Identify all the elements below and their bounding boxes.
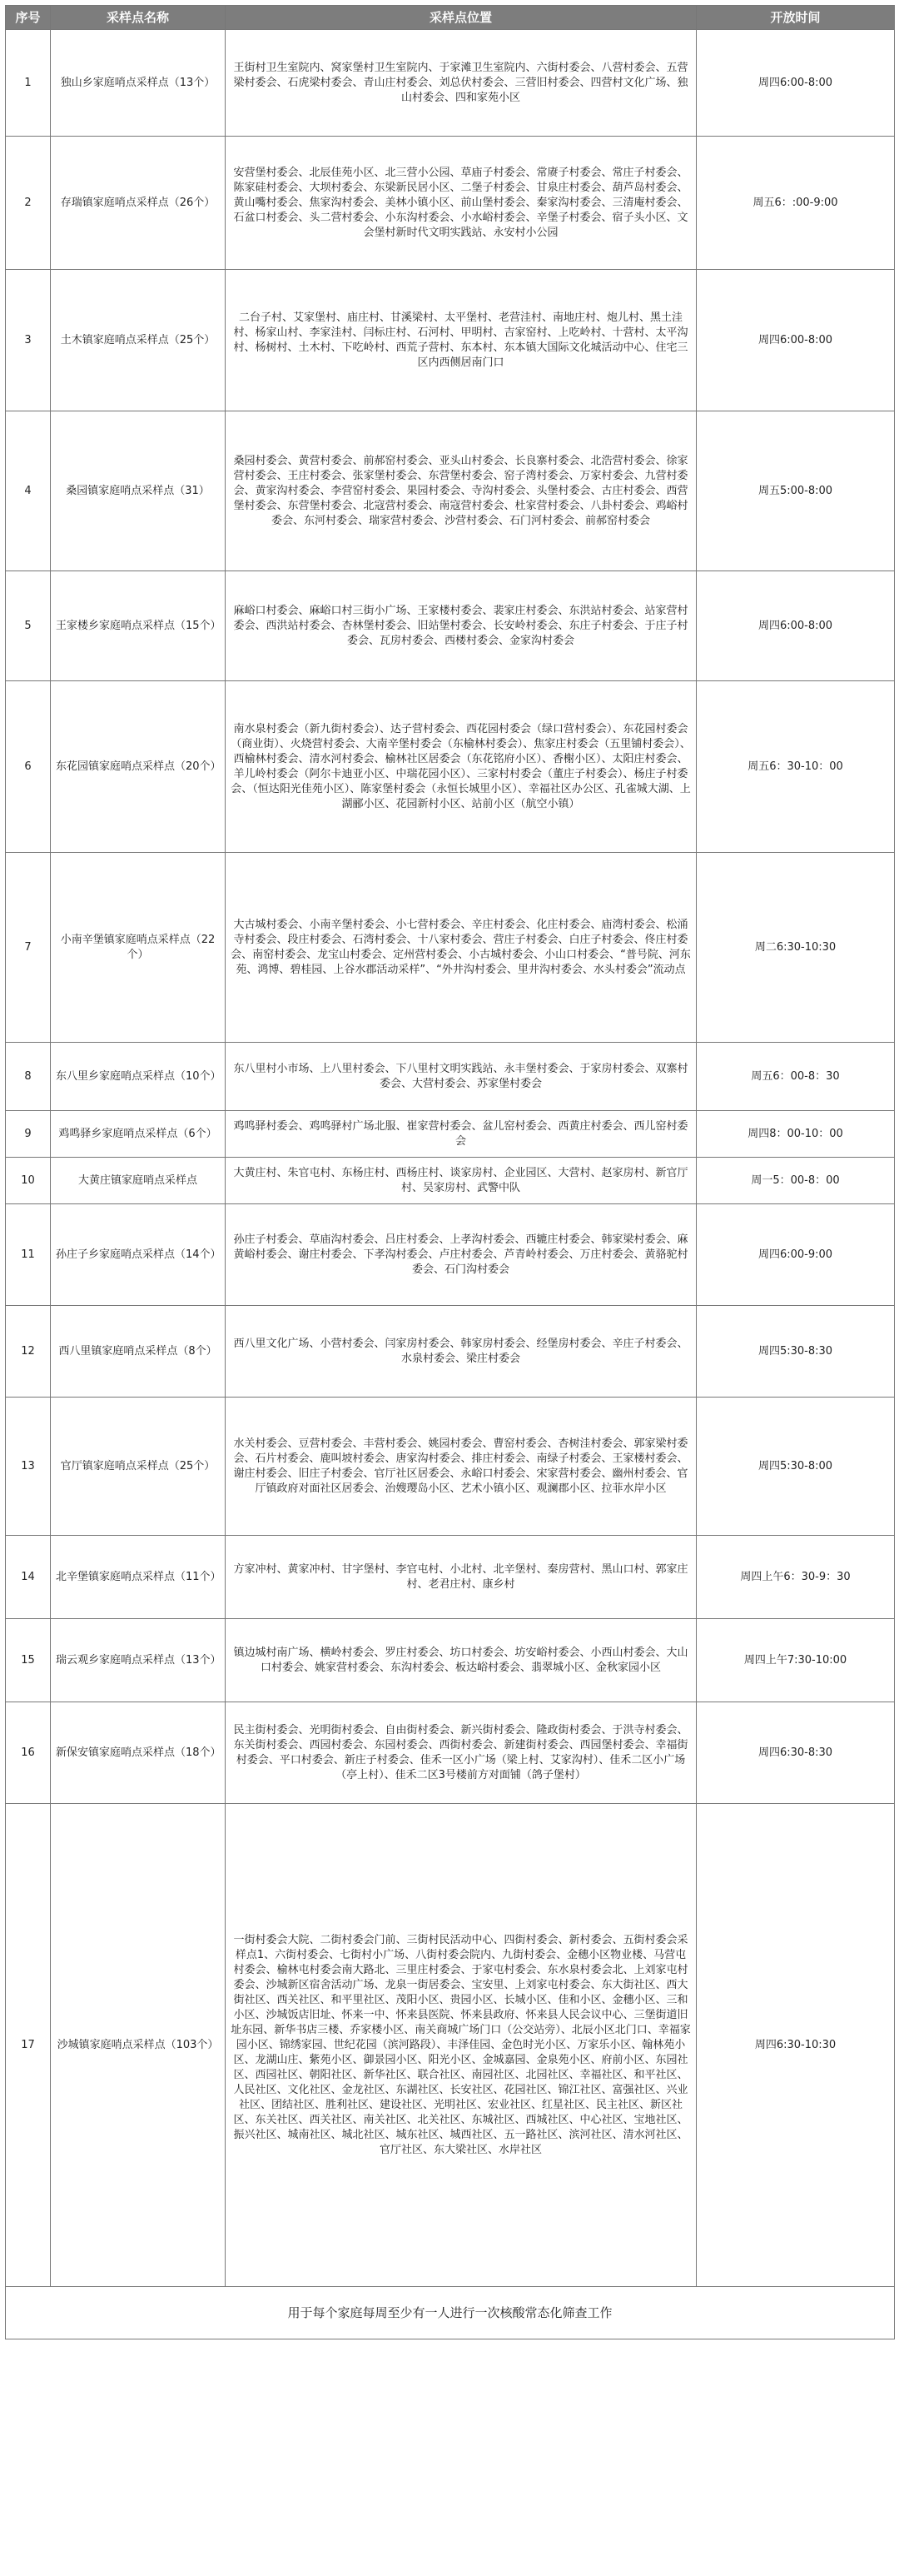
row-location: 王街村卫生室院内、窝家堡村卫生室院内、于家滩卫生室院内、六街村委会、八营村委会、五营梁村委会、石虎梁村委会、青山庄村委会、刘总伏村委会、三营旧村委会、四营村文化广场、独山村委会、四和家苑小区 bbox=[226, 30, 697, 137]
row-name: 独山乡家庭哨点采样点（13个） bbox=[51, 30, 226, 137]
row-location: 南水泉村委会（新九街村委会）、达子营村委会、西花园村委会（绿口营村委会）、东花园村委会（商业街）、火烧营村委会、大南辛堡村委会（东榆林村委会）、焦家庄村委会（五里铺村委会）、西榆林村委会、清水河村委会、榆林社区居委会（东花铭府小区）、香榭小区）、太阳庄村委会、羊儿岭村委会（阿尔卡迪亚小区、中瑞花园小区）、三家村村委会（董庄子村委会）、杨庄子村委会、（恒达阳光佳苑小区）、陈家堡村委会（永恒长城里小区）、幸福社区办公区、孔雀城大湖、上湖郦小区、花园新村小区、站前小区（航空小镇） bbox=[226, 681, 697, 853]
row-name: 沙城镇家庭哨点采样点（103个） bbox=[51, 1804, 226, 2287]
row-location: 西八里文化广场、小营村委会、闫家房村委会、韩家房村委会、经堡房村委会、辛庄子村委会、水泉村委会、梁庄村委会 bbox=[226, 1306, 697, 1398]
row-time: 周四上午7:30-10:00 bbox=[697, 1619, 895, 1702]
table-row bbox=[6, 853, 895, 1043]
table-row bbox=[6, 411, 895, 571]
row-time: 周四5:30-8:00 bbox=[697, 1398, 895, 1536]
row-name: 官厅镇家庭哨点采样点（25个） bbox=[51, 1398, 226, 1536]
table-row bbox=[6, 1619, 895, 1702]
row-name: 东八里乡家庭哨点采样点（10个） bbox=[51, 1043, 226, 1111]
row-location: 方家冲村、黄家冲村、甘字堡村、李官屯村、小北村、北辛堡村、秦房营村、黑山口村、郭家庄村、老君庄村、康乡村 bbox=[226, 1536, 697, 1619]
row-name: 大黄庄镇家庭哨点采样点 bbox=[51, 1158, 226, 1204]
row-time: 周五6：30-10：00 bbox=[697, 681, 895, 853]
row-name: 存瑞镇家庭哨点采样点（26个） bbox=[51, 137, 226, 270]
row-no: 6 bbox=[6, 681, 51, 853]
row-location: 二台子村、艾家堡村、庙庄村、甘溪梁村、太平堡村、老营洼村、南地庄村、炮儿村、黑土洼村、杨家山村、李家洼村、闫标庄村、石河村、甲明村、吉家窑村、上吃岭村、十营村、太平沟村、杨树村、土木村、下吃岭村、西荒子营村、东本村、东本镇大国际文化城活动中心、住宅三区内西侧居南门口 bbox=[226, 270, 697, 411]
sampling-points-table bbox=[5, 5, 895, 2339]
row-location: 大黄庄村、朱官屯村、东杨庄村、西杨庄村、谈家房村、企业园区、大营村、赵家房村、新官厅村、吴家房村、武警中队 bbox=[226, 1158, 697, 1204]
row-name: 桑园镇家庭哨点采样点（31） bbox=[51, 411, 226, 571]
row-time: 周五5:00-8:00 bbox=[697, 411, 895, 571]
row-name: 北辛堡镇家庭哨点采样点（11个） bbox=[51, 1536, 226, 1619]
table-row bbox=[6, 1702, 895, 1804]
row-location: 孙庄子村委会、草庙沟村委会、吕庄村委会、上孝沟村委会、西辘庄村委会、韩家梁村委会、麻黄峪村委会、谢庄村委会、下孝沟村委会、卢庄村委会、芦青岭村委会、万庄村委会、黄骆驼村委会、石门沟村委会 bbox=[226, 1204, 697, 1306]
table-row bbox=[6, 270, 895, 411]
table-row bbox=[6, 1043, 895, 1111]
row-name: 土木镇家庭哨点采样点（25个） bbox=[51, 270, 226, 411]
row-location: 东八里村小市场、上八里村委会、下八里村文明实践站、永丰堡村委会、于家房村委会、双寨村委会、大营村委会、苏家堡村委会 bbox=[226, 1043, 697, 1111]
row-no: 14 bbox=[6, 1536, 51, 1619]
header-time: 开放时间 bbox=[697, 6, 895, 30]
row-time: 周四上午6：30-9：30 bbox=[697, 1536, 895, 1619]
row-time: 周四6:00-8:00 bbox=[697, 571, 895, 681]
row-time: 周五6：:00-9:00 bbox=[697, 137, 895, 270]
header-name: 采样点名称 bbox=[51, 6, 226, 30]
row-no: 13 bbox=[6, 1398, 51, 1536]
row-location: 民主街村委会、光明街村委会、自由街村委会、新兴街村委会、隆政街村委会、于洪寺村委会、东关街村委会、西园村委会、东园村委会、西街村委会、新建街村委会、西园堡村委会、幸福街村委会、平口村委会、新庄子村委会、佳禾一区小广场（梁上村、艾家沟村）、佳禾二区小广场（亭上村）、佳禾二区3号楼前方对面铺（鸽子堡村） bbox=[226, 1702, 697, 1804]
row-time: 周一5：00-8：00 bbox=[697, 1158, 895, 1204]
row-no: 9 bbox=[6, 1111, 51, 1158]
row-name: 新保安镇家庭哨点采样点（18个） bbox=[51, 1702, 226, 1804]
row-name: 西八里镇家庭哨点采样点（8个） bbox=[51, 1306, 226, 1398]
table-row bbox=[6, 1158, 895, 1204]
row-location: 镇边城村南广场、横岭村委会、罗庄村委会、坊口村委会、坊安峪村委会、小西山村委会、大山口村委会、姚家营村委会、东沟村委会、板达峪村委会、翡翠城小区、金秋家园小区 bbox=[226, 1619, 697, 1702]
row-location: 大古城村委会、小南辛堡村委会、小七营村委会、辛庄村委会、化庄村委会、庙湾村委会、松涌寺村委会、段庄村委会、石湾村委会、十八家村委会、营庄子村委会、白庄子村委会、佟庄村委会、南窑村委会、龙宝山村委会、定州营村委会、小古城村委会、小山口村委会、“普号院、河东苑、鸿博、碧桂园、上谷水郡活动采样”、“外井沟村委会、里井沟村委会、水头村委会”流动点 bbox=[226, 853, 697, 1043]
row-time: 周四5:30-8:30 bbox=[697, 1306, 895, 1398]
table-header-row bbox=[6, 6, 895, 30]
row-no: 7 bbox=[6, 853, 51, 1043]
row-time: 周四6:00-8:00 bbox=[697, 270, 895, 411]
footer-note: 用于每个家庭每周至少有一人进行一次核酸常态化筛查工作 bbox=[6, 2287, 895, 2339]
table-row bbox=[6, 1306, 895, 1398]
row-name: 孙庄子乡家庭哨点采样点（14个） bbox=[51, 1204, 226, 1306]
row-time: 周二6:30-10:30 bbox=[697, 853, 895, 1043]
row-no: 3 bbox=[6, 270, 51, 411]
header-no: 序号 bbox=[6, 6, 51, 30]
header-location: 采样点位置 bbox=[226, 6, 697, 30]
table-row bbox=[6, 1398, 895, 1536]
table-row bbox=[6, 30, 895, 137]
table-row bbox=[6, 1804, 895, 2287]
row-name: 瑞云观乡家庭哨点采样点（13个） bbox=[51, 1619, 226, 1702]
row-time: 周五6：00-8：30 bbox=[697, 1043, 895, 1111]
table-row bbox=[6, 1111, 895, 1158]
row-no: 4 bbox=[6, 411, 51, 571]
row-name: 王家楼乡家庭哨点采样点（15个） bbox=[51, 571, 226, 681]
row-name: 小南辛堡镇家庭哨点采样点（22个） bbox=[51, 853, 226, 1043]
table-row bbox=[6, 1536, 895, 1619]
row-time: 周四6:30-8:30 bbox=[697, 1702, 895, 1804]
table-row bbox=[6, 1204, 895, 1306]
row-name: 东花园镇家庭哨点采样点（20个） bbox=[51, 681, 226, 853]
row-no: 11 bbox=[6, 1204, 51, 1306]
table-row bbox=[6, 681, 895, 853]
row-location: 安营堡村委会、北辰佳苑小区、北三营小公园、草庙子村委会、常赓子村委会、常庄子村委会、陈家硅村委会、大坝村委会、东梁新民居小区、二堡子村委会、甘泉庄村委会、葫芦岛村委会、黄山嘴村委会、焦家沟村委会、美林小镇小区、前山堡村委会、秦家沟村委会、三清庵村委会、石盆口村委会、头二营村委会、小东沟村委会、小水峪村委会、辛堡子村委会、宿子头小区、文会堡村新时代文明实践站、永安村小公园 bbox=[226, 137, 697, 270]
table-row bbox=[6, 571, 895, 681]
row-time: 周四6:00-9:00 bbox=[697, 1204, 895, 1306]
row-location: 桑园村委会、黄营村委会、前郝窑村委会、亚头山村委会、长良寨村委会、北浩营村委会、徐家营村委会、王庄村委会、张家堡村委会、东营堡村委会、窑子湾村委会、万家村委会、九营村委会、黄家沟村委会、李营窑村委会、果园村委会、寺沟村委会、头堡村委会、古庄村委会、西营堡村委会、东营堡村委会、北寇营村委会、南寇营村委会、杜家营村委会、八卦村委会、鸡峪村委会、东河村委会、瑞家营村委会、沙营村委会、石门河村委会、前郝窑村委会 bbox=[226, 411, 697, 571]
row-no: 5 bbox=[6, 571, 51, 681]
row-location: 水关村委会、豆营村委会、丰营村委会、姚园村委会、曹窑村委会、杏树洼村委会、郭家梁村委会、石片村委会、鹿叫坡村委会、唐家沟村委会、排庄村委会、南绿子村委会、王家楼村委会、谢庄村委会、旧庄子村委会、官厅社区居委会、永峪口村委会、宋家营村委会、幽州村委会、官厅镇政府对面社区居委会、治嫂璎岛小区、艺术小镇小区、观澜郡小区、拉菲水岸小区 bbox=[226, 1398, 697, 1536]
row-no: 12 bbox=[6, 1306, 51, 1398]
footer-row bbox=[6, 2287, 895, 2339]
row-location: 一街村委会大院、二街村委会门前、三街村民活动中心、四街村委会、新村委会、五街村委会采样点1、六街村委会、七街村小广场、八街村委会院内、九街村委会、金穗小区物业楼、马营屯村委会、榆林屯村委会南大路北、三里庄村委会、于家屯村委会、东水泉村委会北、上刘家屯村委会、沙城新区宿舍活动广场、龙泉一街居委会、宝安里、上刘家屯村委会、东大街社区、西大街社区、西关社区、和平里社区、茂阳小区、贵园小区、长城小区、佳和小区、金穗小区、三和小区、沙城饭店旧址、怀来一中、怀来县医院、怀来县政府、怀来县人民会议中心、三堡街道旧址东园、新华书店三楼、乔家楼小区、南关商城广场门口（公交站旁）、北辰小区北门口、幸福家园小区、锦绣家园、世纪花园（滨河路段）、丰泽佳园、金色时光小区、万家乐小区、翰林苑小区、龙湖山庄、紫苑小区、御景园小区、阳光小区、金城嘉园、金泉苑小区、府前小区、东园社区、西园社区、朝阳社区、新华社区、联合社区、南园社区、北园社区、幸福社区、和平社区、人民社区、文化社区、金龙社区、东湖社区、长安社区、花园社区、锦江社区、富强社区、兴业社区、团结社区、胜利社区、建设社区、光明社区、宏业社区、红星社区、民主社区、新区社区、东关社区、西关社区、南关社区、北关社区、东城社区、西城社区、中心社区、宝地社区、振兴社区、城南社区、城北社区、城东社区、城西社区、五一路社区、滨河社区、清水河社区、官厅社区、东大梁社区、水岸社区 bbox=[226, 1804, 697, 2287]
row-location: 鸡鸣驿村委会、鸡鸣驿村广场北服、崔家营村委会、盆儿窑村委会、西黄庄村委会、西儿窑村委会 bbox=[226, 1111, 697, 1158]
row-location: 麻峪口村委会、麻峪口村三街小广场、王家楼村委会、裴家庄村委会、东洪站村委会、站家营村委会、西洪站村委会、杏林堡村委会、旧站堡村委会、长安岭村委会、东庄子村委会、于庄子村委会、瓦房村委会、西楼村委会、金家沟村委会 bbox=[226, 571, 697, 681]
row-no: 15 bbox=[6, 1619, 51, 1702]
row-time: 周四6:30-10:30 bbox=[697, 1804, 895, 2287]
row-no: 1 bbox=[6, 30, 51, 137]
row-no: 2 bbox=[6, 137, 51, 270]
row-time: 周四8：00-10：00 bbox=[697, 1111, 895, 1158]
row-time: 周四6:00-8:00 bbox=[697, 30, 895, 137]
row-no: 10 bbox=[6, 1158, 51, 1204]
row-no: 16 bbox=[6, 1702, 51, 1804]
row-no: 17 bbox=[6, 1804, 51, 2287]
table-row bbox=[6, 137, 895, 270]
row-name: 鸡鸣驿乡家庭哨点采样点（6个） bbox=[51, 1111, 226, 1158]
row-no: 8 bbox=[6, 1043, 51, 1111]
